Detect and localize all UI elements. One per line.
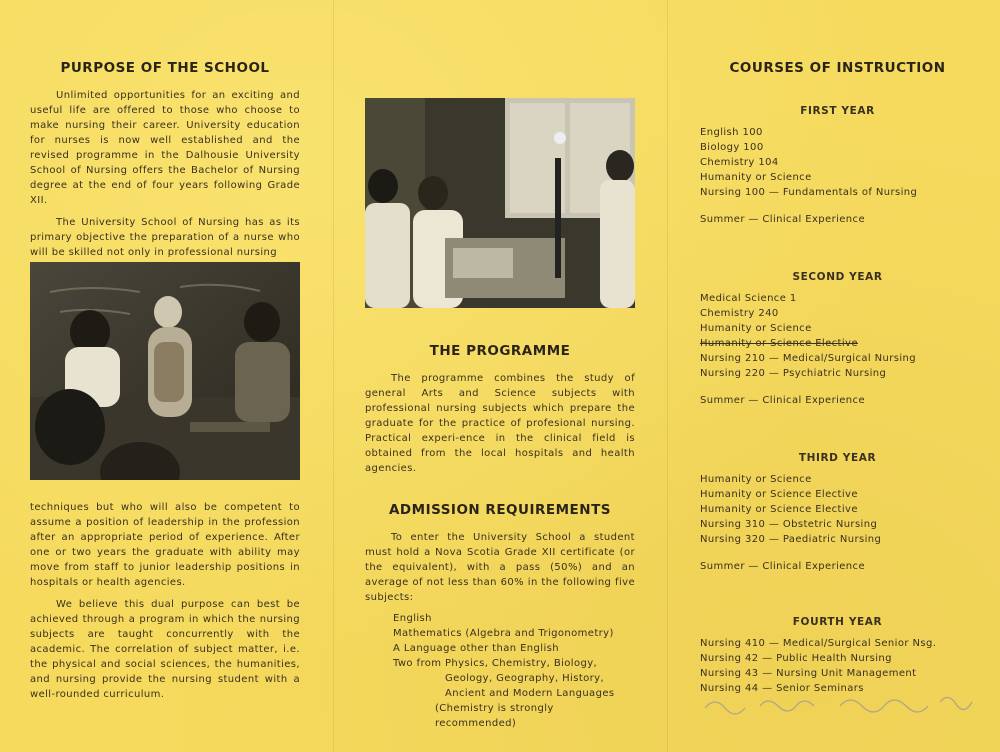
course-item: Humanity or Science [700,474,812,485]
fold-line [667,0,668,752]
subject-list [393,611,635,731]
year-heading: SECOND YEAR [792,271,883,283]
programme-section [365,343,635,483]
course-item: Humanity or Science [700,323,812,334]
subject-item: Mathematics (Algebra and Trigonometry) [393,628,614,639]
course-item: Humanity or Science [700,172,812,183]
fold-line [333,0,334,752]
subject-item: Geology, Geography, History, [445,673,605,684]
course-item: Nursing 220 — Psychiatric Nursing [700,368,887,379]
subject-item: A Language other than English [393,643,559,654]
course-item: Chemistry 104 [700,157,779,168]
programme-title: THE PROGRAMME [429,343,571,359]
summer-item: Summer — Clinical Experience [700,561,865,572]
year-heading: FIRST YEAR [800,105,875,117]
course-item: Medical Science 1 [700,293,797,304]
admission-section [365,502,635,731]
course-item: Nursing 44 — Senior Seminars [700,683,864,694]
fourth-year [700,616,975,696]
course-item-struck: Humanity or Science Elective [700,338,858,349]
admission-title: ADMISSION REQUIREMENTS [388,502,612,518]
course-item: Biology 100 [700,142,764,153]
programme-text: The programme combines the study of general Arts and Science subjects with professional nursing subjects which prepare the graduate for the practice of profesional nursing. Practical experi-ence in the clinical field is obtained from the local hospitals and health agencies. [365,373,635,474]
purpose-title: PURPOSE OF THE SCHOOL [60,60,270,76]
course-item: Humanity or Science Elective [700,504,858,515]
course-item: Nursing 310 — Obstetric Nursing [700,519,878,530]
course-item: Nursing 42 — Public Health Nursing [700,653,892,664]
course-item: Nursing 210 — Medical/Surgical Nursing [700,353,917,364]
purpose-paragraph-2a: The University School of Nursing has as its primary objective the preparation of a nurse who will be skilled not only in professional nursing [30,217,300,258]
second-year [700,271,975,408]
purpose-continued [30,500,300,709]
subject-item: Ancient and Modern Languages [445,688,615,699]
course-item: Humanity or Science Elective [700,489,858,500]
year-heading: THIRD YEAR [798,452,877,464]
summer-item: Summer — Clinical Experience [700,395,865,406]
summer-item: Summer — Clinical Experience [700,214,865,225]
classroom-photo [30,262,300,480]
course-item: Nursing 100 — Fundamentals of Nursing [700,187,918,198]
purpose-paragraph-1: Unlimited opportunities for an exciting and useful life are offered to those who choose to make nursing their career. University education for nurses is now well established and the revised programme in the Dalhousie University School of Nursing offers the Bachelor of Nursing degree at the end of four years following Grade XII. [30,90,300,206]
courses-section [700,60,975,696]
purpose-paragraph-2b: techniques but who will also be competent to assume a position of leadership in the profession after an appropriate period of experience. After one or two years the graduate with ability may move from staff to junior leadership positions in hospitals or health agencies. [30,502,300,588]
courses-title: COURSES OF INSTRUCTION [729,60,946,76]
course-item: Chemistry 240 [700,308,779,319]
subject-item: English [393,613,432,624]
admission-text: To enter the University School a student must hold a Nova Scotia Grade XII certificate (or the equivalent), with a pass (50%) and an average of not less than 60% in the following five subjects: [365,532,635,603]
laboratory-photo [365,98,635,308]
subject-item: Two from Physics, Chemistry, Biology, [393,658,598,669]
year-heading: FOURTH YEAR [792,616,883,628]
subject-item: (Chemistry is strongly recommended) [435,703,554,729]
course-item: Nursing 43 — Nursing Unit Management [700,668,917,679]
third-year [700,452,975,574]
purpose-paragraph-3: We believe this dual purpose can best be achieved through a program in which the nursing subjects are taught concurrently with the academic. The correlation of subject matter, i.e. the physical and social sciences, the humanities, and nursing provide the nursing student with a well-rounded curriculum. [30,599,300,700]
purpose-section [30,60,300,267]
course-item: English 100 [700,127,763,138]
handwritten-note [700,688,995,718]
first-year [700,105,975,227]
course-item: Nursing 410 — Medical/Surgical Senior Nsg. [700,638,937,649]
course-item: Nursing 320 — Paediatric Nursing [700,534,882,545]
